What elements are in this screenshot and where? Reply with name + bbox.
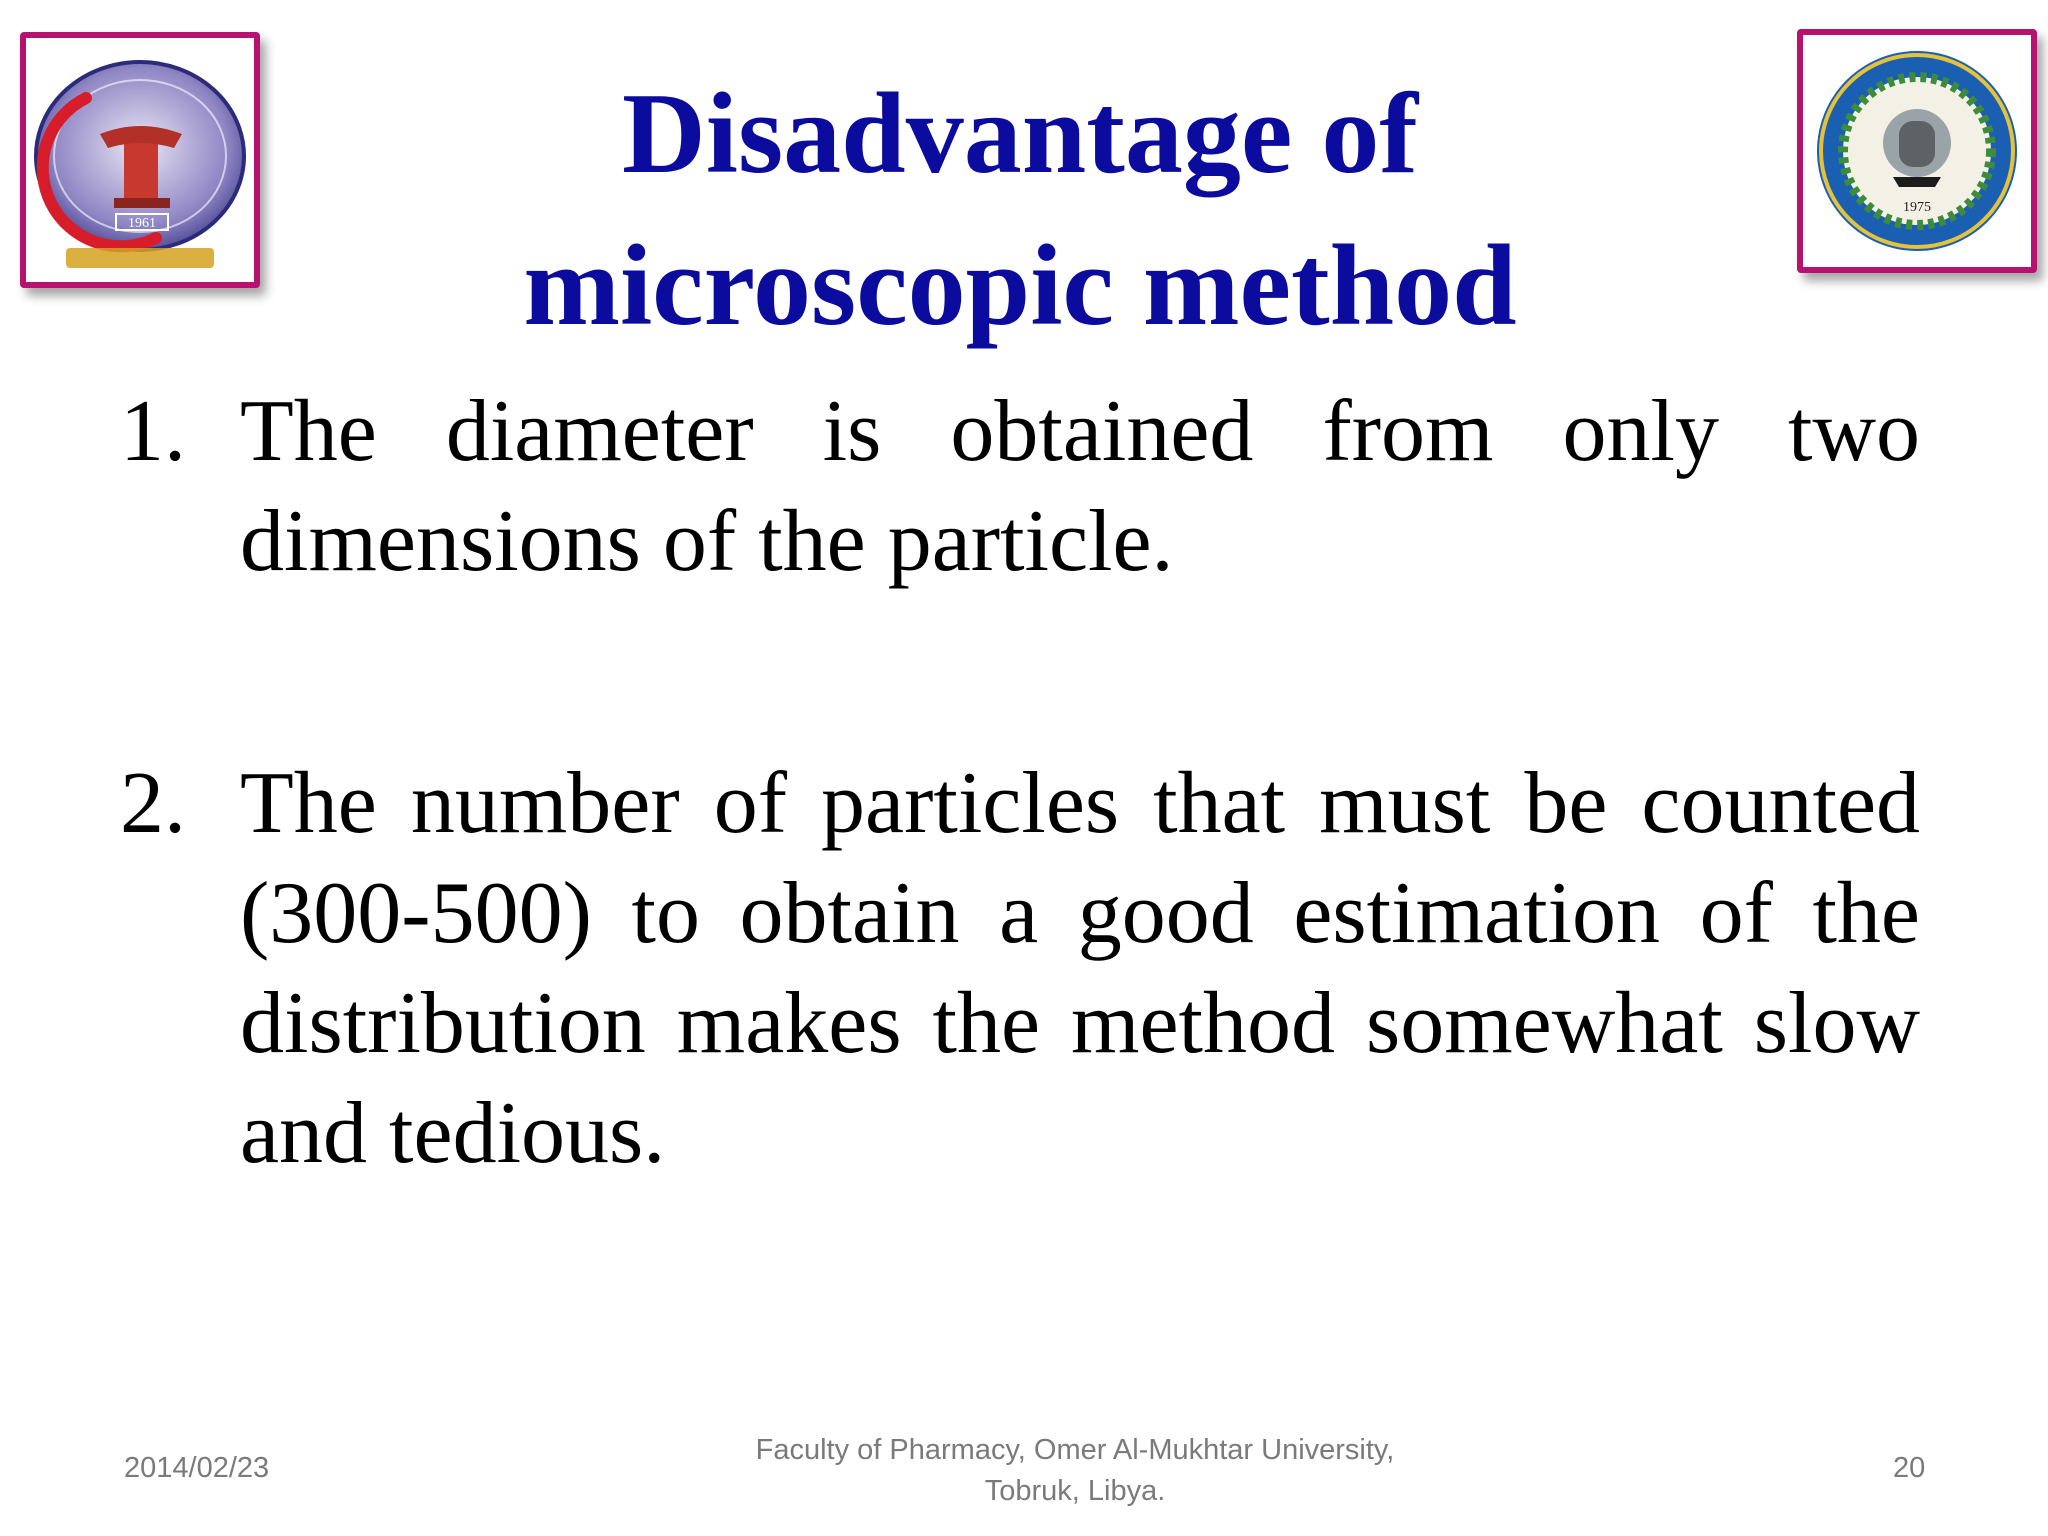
list-item-number: 1. xyxy=(120,383,186,480)
footer-org-line-2: Tobruk, Libya. xyxy=(984,1475,1166,1507)
university-seal-icon xyxy=(1803,35,2031,267)
slide-title-line-1: Disadvantage of xyxy=(622,70,1418,198)
pharmacy-faculty-logo-icon xyxy=(26,38,254,282)
university-seal-logo xyxy=(1797,29,2037,273)
page-number: 20 xyxy=(1893,1452,1926,1484)
list-item xyxy=(120,749,1920,1189)
list-item xyxy=(120,377,1920,597)
list-item-text: The number of particles that must be counted (300-500) to obtain a good estimation of the distribution makes the method somewhat slow and tedious. xyxy=(240,755,1920,1182)
footer-org-line-1: Faculty of Pharmacy, Omer Al-Mukhtar University, xyxy=(755,1434,1395,1466)
slide-title-line-2: microscopic method xyxy=(523,222,1517,350)
list-item-number: 2. xyxy=(120,755,186,852)
list-item-text: The diameter is obtained from only two dimensions of the particle. xyxy=(240,383,1920,590)
pharmacy-faculty-logo xyxy=(20,32,260,288)
slide-title xyxy=(300,58,1740,362)
footer-date: 2014/02/23 xyxy=(124,1452,270,1484)
logo-year-text: 1961 xyxy=(128,216,156,231)
footer-organization xyxy=(660,1430,1490,1512)
seal-year-text: 1975 xyxy=(1903,200,1931,215)
